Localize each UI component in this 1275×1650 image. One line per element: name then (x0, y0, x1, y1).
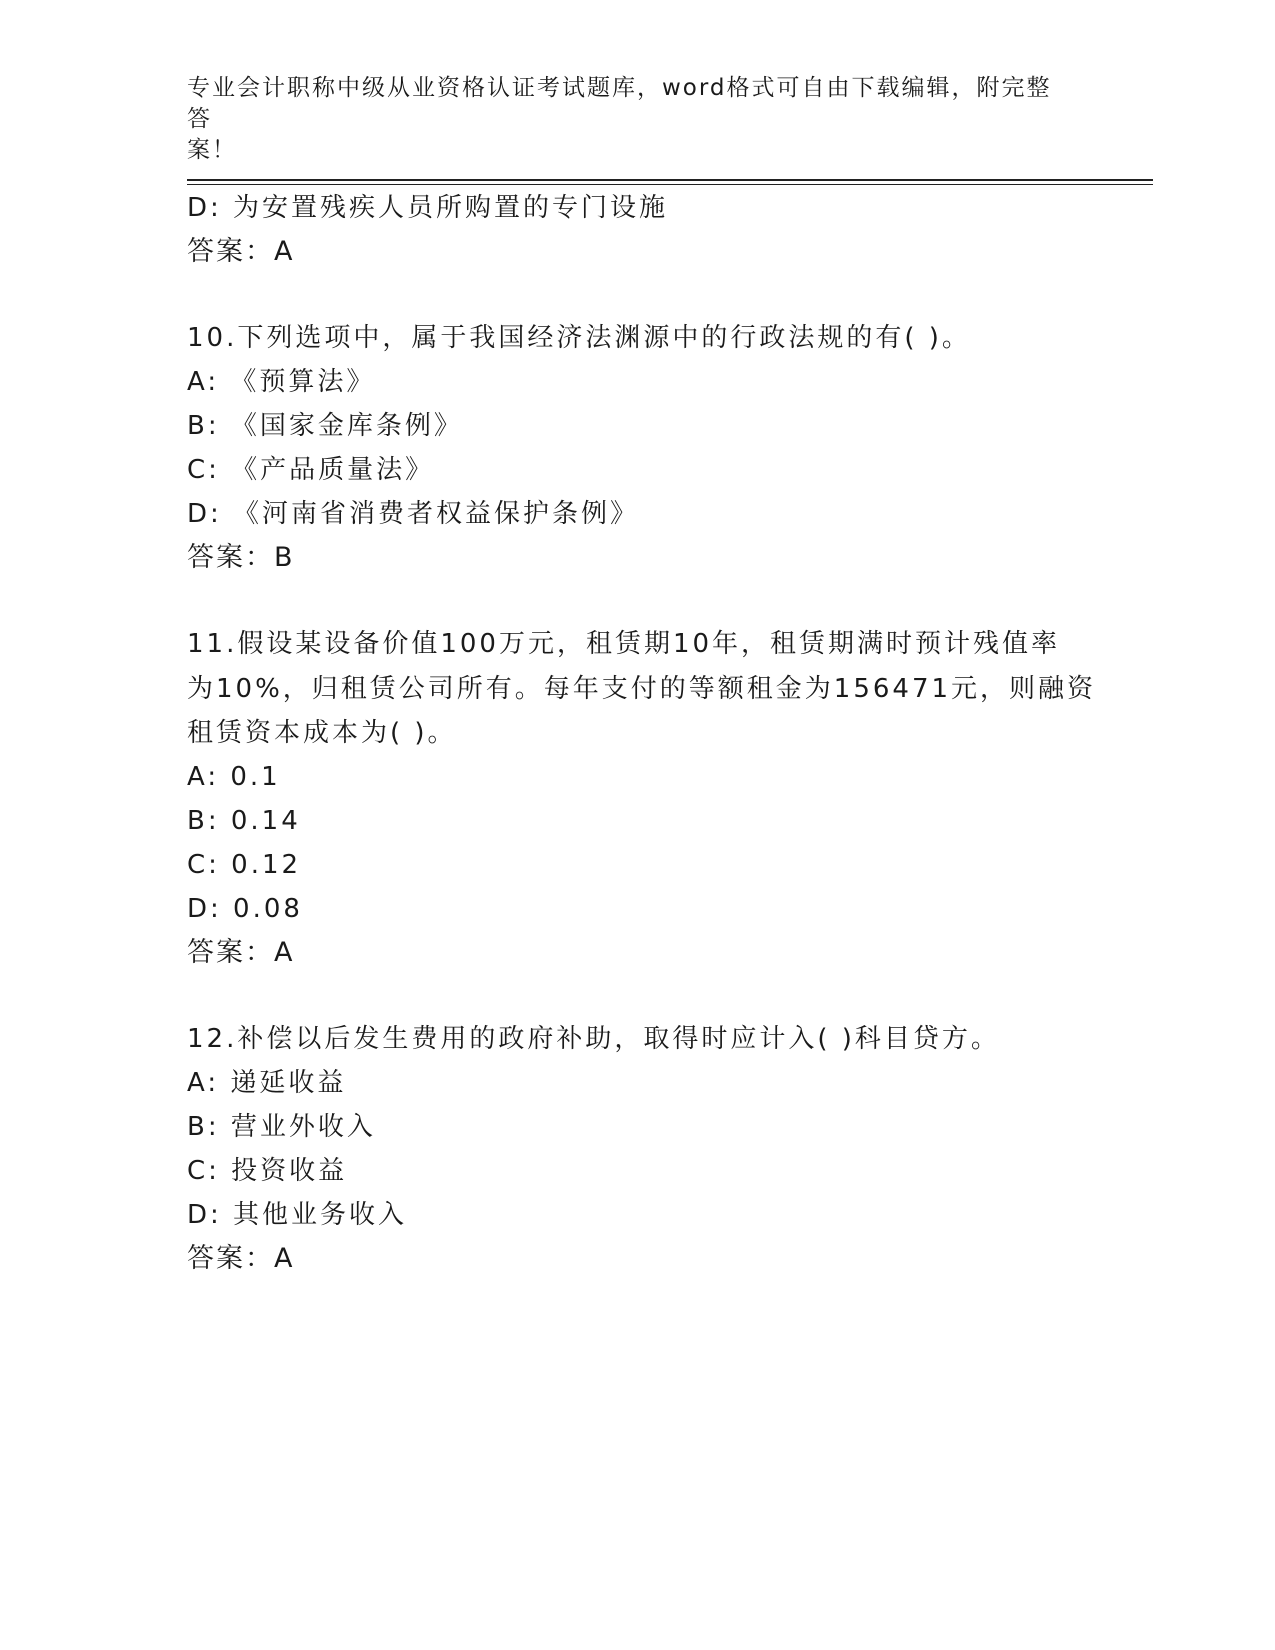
question-11-option-a: A: 0.1 (187, 762, 281, 792)
question-10-stem: 10.下列选项中，属于我国经济法渊源中的行政法规的有( )。 (187, 323, 971, 353)
question-12-option-d: D: 其他业务收入 (187, 1200, 408, 1230)
question-12-option-b: B: 营业外收入 (187, 1112, 376, 1142)
question-11-stem-line-3: 租赁资本成本为( )。 (187, 718, 457, 748)
header-line-2: 案！ (187, 137, 237, 163)
question-10-option-d: D: 《河南省消费者权益保护条例》 (187, 499, 640, 529)
question-11-option-c: C: 0.12 (187, 850, 302, 880)
question-12-answer: 答案：A (187, 1243, 295, 1274)
question-12-stem: 12.补偿以后发生费用的政府补助，取得时应计入( )科目贷方。 (187, 1024, 1000, 1054)
question-12-option-a: A: 递延收益 (187, 1068, 347, 1098)
page-header (187, 73, 1067, 166)
question-10-option-a: A: 《预算法》 (187, 367, 376, 397)
question-10-answer: 答案：B (187, 542, 295, 573)
question-11-stem-line-2: 为10%，归租赁公司所有。每年支付的等额租金为156471元，则融资 (187, 674, 1097, 704)
question-11-answer: 答案：A (187, 937, 295, 968)
header-line-1: 专业会计职称中级从业资格认证考试题库，word格式可自由下载编辑，附完整答 (187, 75, 1052, 132)
question-10-option-b: B: 《国家金库条例》 (187, 411, 463, 441)
question-10-option-c: C: 《产品质量法》 (187, 455, 435, 485)
header-divider-thin (187, 184, 1153, 185)
question-11-stem-line-1: 11.假设某设备价值100万元，租赁期10年，租赁期满时预计残值率 (187, 629, 1061, 659)
header-divider-thick (187, 179, 1153, 181)
prev-option-d: D: 为安置残疾人员所购置的专门设施 (187, 193, 669, 223)
question-11-option-d: D: 0.08 (187, 894, 303, 924)
question-11-option-b: B: 0.14 (187, 806, 301, 836)
prev-answer: 答案：A (187, 236, 295, 267)
question-12-option-c: C: 投资收益 (187, 1156, 348, 1186)
